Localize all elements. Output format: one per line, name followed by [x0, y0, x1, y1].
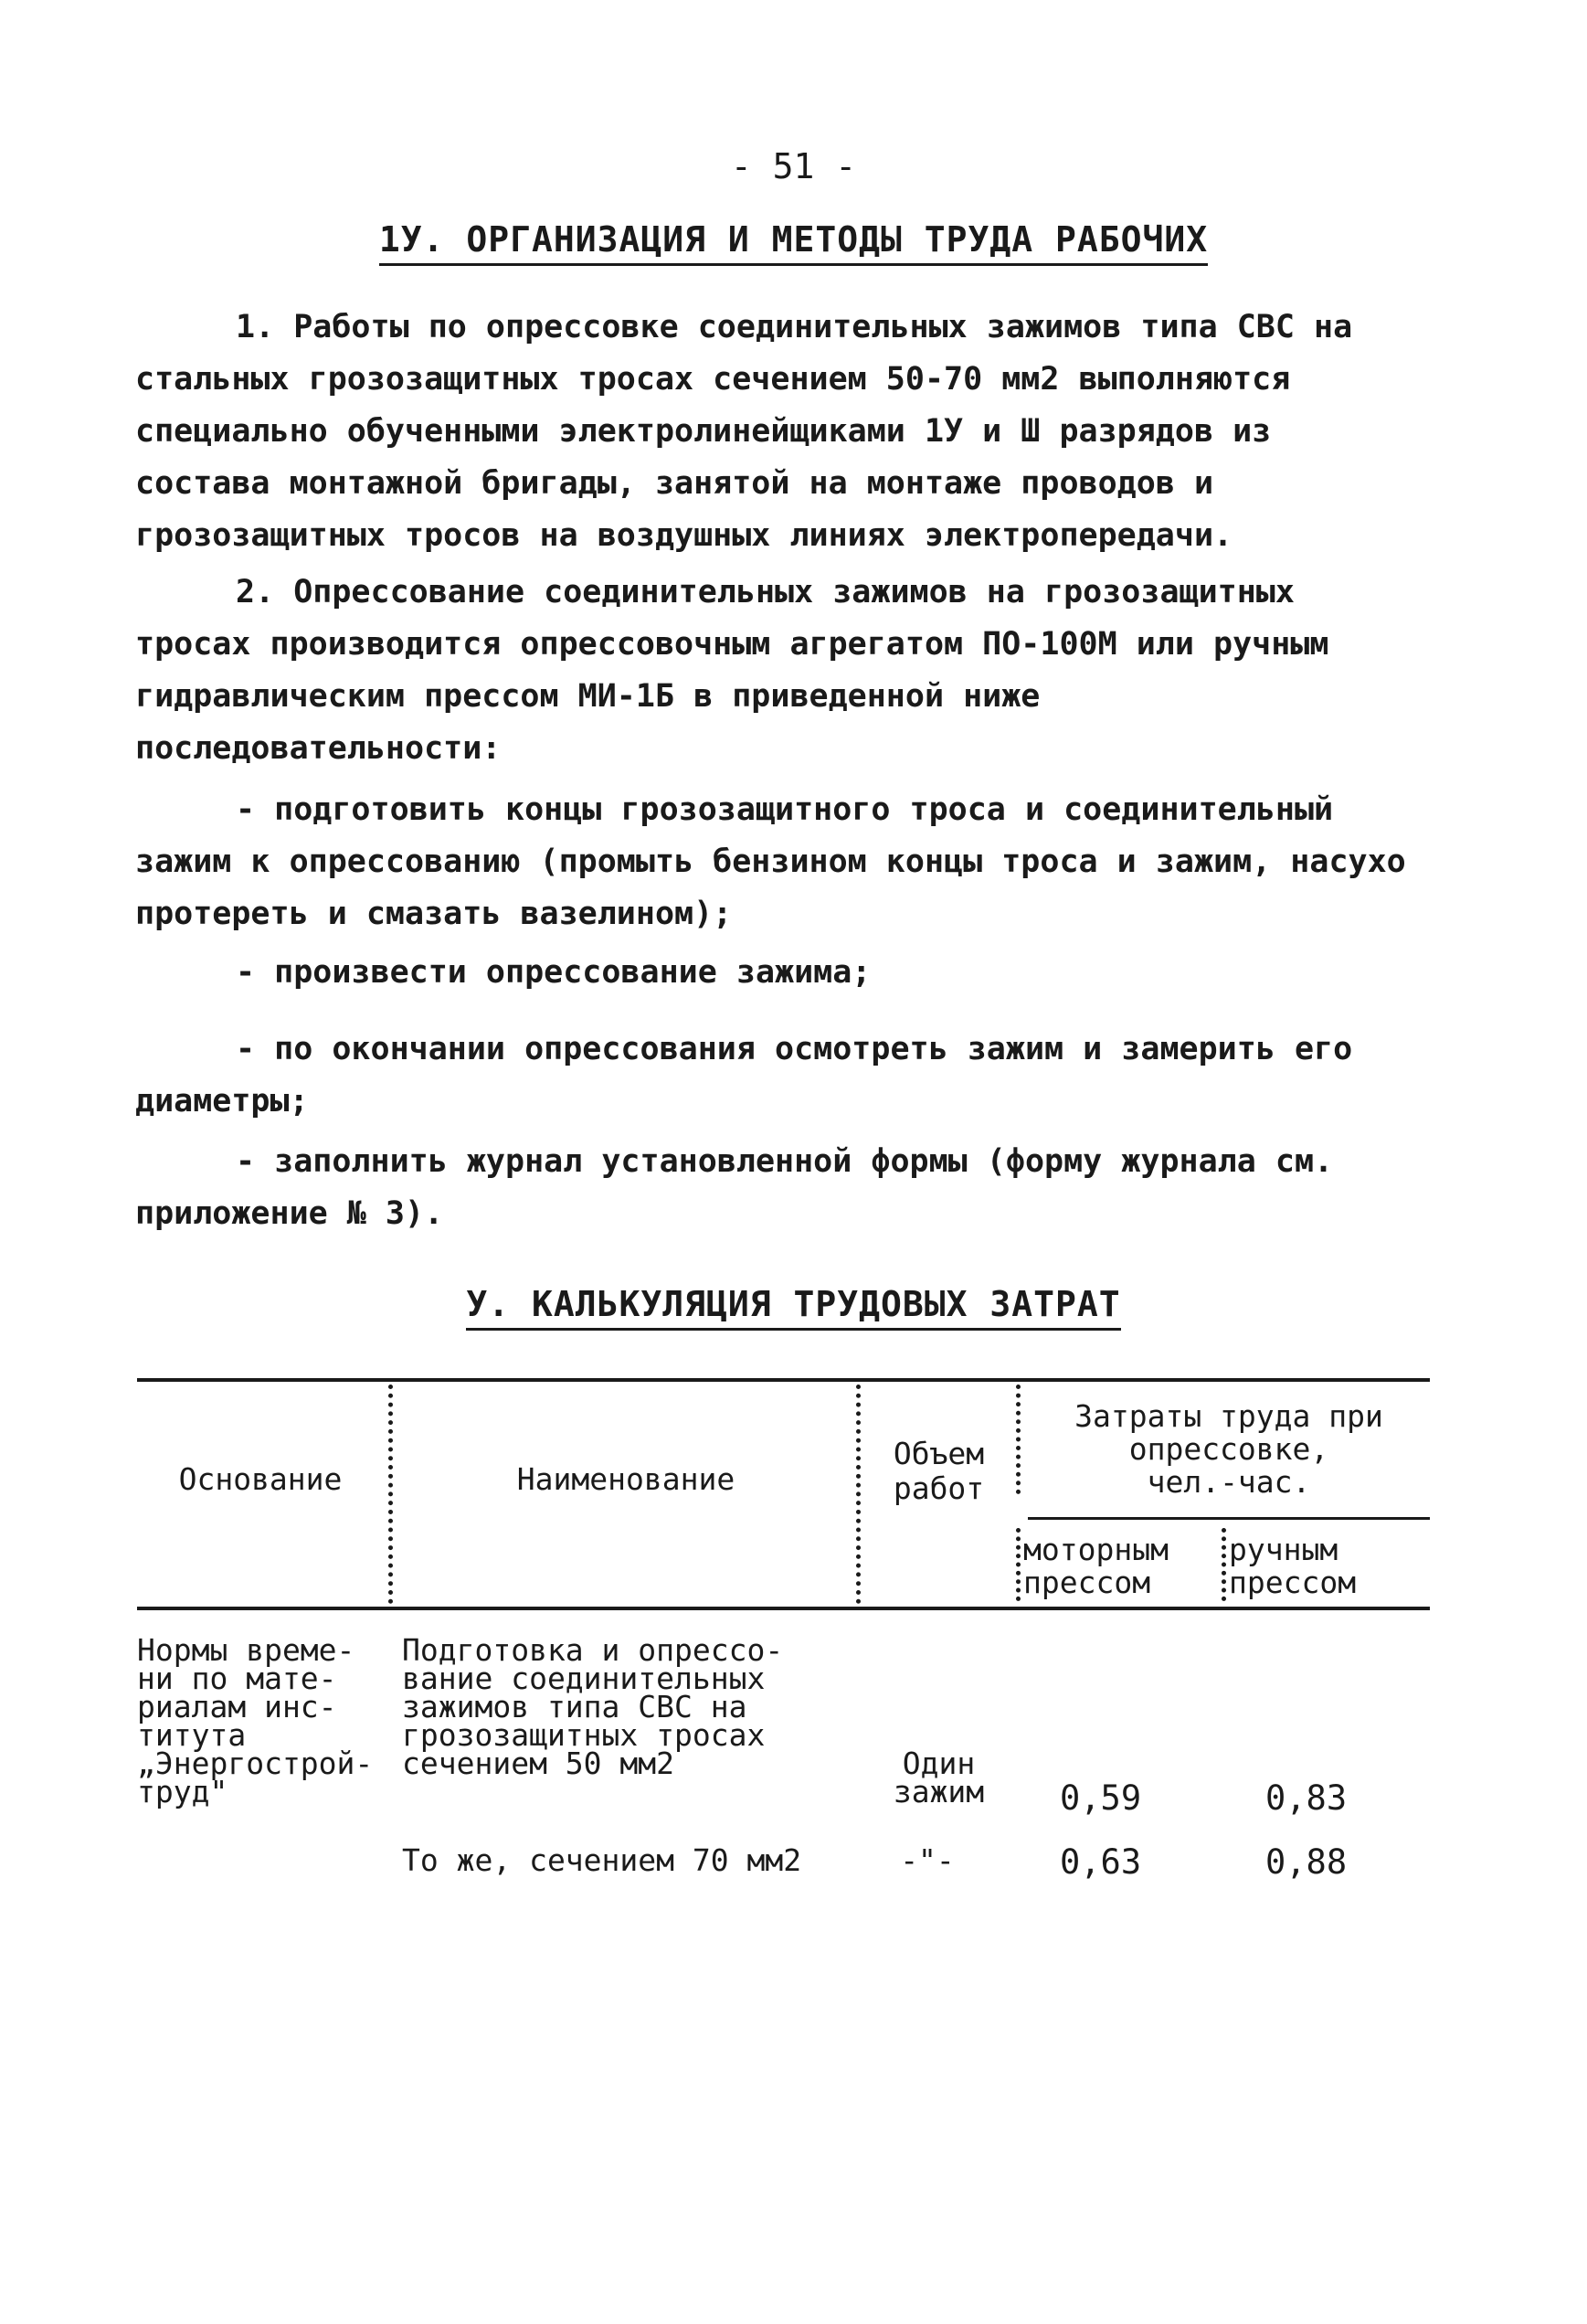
section-4-title: 1У. ОРГАНИЗАЦИЯ И МЕТОДЫ ТРУДА РАБОЧИХ [379, 219, 1208, 266]
row-2-manual: 0,88 [1265, 1842, 1348, 1882]
row-1-volume: Один зажим [893, 1746, 985, 1809]
column-separator-4 [1222, 1528, 1226, 1601]
step-1: - подготовить концы грозозащитного троса и соединительный зажим к опрессованию (промыть бензином концы троса и зажим, насухо протереть и смазать вазелином); [135, 791, 1406, 932]
step-2: - произвести опрессование зажима; [236, 954, 872, 991]
row-1-name: Подготовка и опрессо- вание соединительных зажимов типа СВС на грозозащитных тросах сечением 50 мм2 [402, 1632, 784, 1781]
section-5-title: У. КАЛЬКУЛЯЦИЯ ТРУДОВЫХ ЗАТРАТ [466, 1284, 1120, 1331]
table-top-rule [137, 1378, 1430, 1382]
column-separator-3-lower [1016, 1528, 1021, 1601]
row-2-volume: -"- [900, 1842, 955, 1878]
row-1-motor: 0,59 [1060, 1778, 1142, 1818]
header-basis: Основание [178, 1461, 343, 1497]
section-5-heading [0, 1284, 1587, 1331]
column-separator-2 [856, 1385, 861, 1604]
header-volume: Объем работ [893, 1436, 985, 1506]
step-4: - заполнить журнал установленной формы (форму журнала см. приложение № 3). [135, 1143, 1334, 1232]
column-separator-1 [388, 1385, 393, 1604]
table-header-bottom-rule [137, 1607, 1430, 1610]
table-subheader-rule [1028, 1517, 1430, 1520]
section-4-heading [0, 219, 1587, 266]
row-2-name: То же, сечением 70 мм2 [402, 1842, 802, 1878]
row-1-manual: 0,83 [1265, 1778, 1348, 1818]
paragraph-1: 1. Работы по опрессовке соединительных зажимов типа СВС на стальных грозозащитных тросах сечением 50-70 мм2 выполняются специально обученными электролинейщиками 1У и Ш разрядов из состава монтажной бригады, занятой на монтаже проводов и грозозащитных тросов на воздушных линиях электропередачи. [135, 309, 1353, 554]
row-1-basis: Нормы време- ни по мате- риалам инс- титута „Энергострой- труд" [137, 1632, 374, 1809]
step-3: - по окончании опрессования осмотреть зажим и замерить его диаметры; [135, 1031, 1353, 1120]
header-manual: ручным прессом [1229, 1532, 1357, 1600]
row-2-motor: 0,63 [1060, 1842, 1142, 1882]
page-number: - 51 - [730, 146, 857, 186]
header-labor: Затраты труда при опрессовке, чел.-час. [1074, 1398, 1383, 1500]
paragraph-2: 2. Опрессование соединительных зажимов на грозозащитных тросах производится опрессовочным агрегатом ПО-100М или ручным гидравлическим прессом МИ-1Б в приведенной ниже последовательности: [135, 574, 1329, 767]
header-motor: моторным прессом [1023, 1532, 1169, 1600]
column-separator-3 [1016, 1385, 1021, 1494]
header-name: Наименование [516, 1461, 735, 1497]
